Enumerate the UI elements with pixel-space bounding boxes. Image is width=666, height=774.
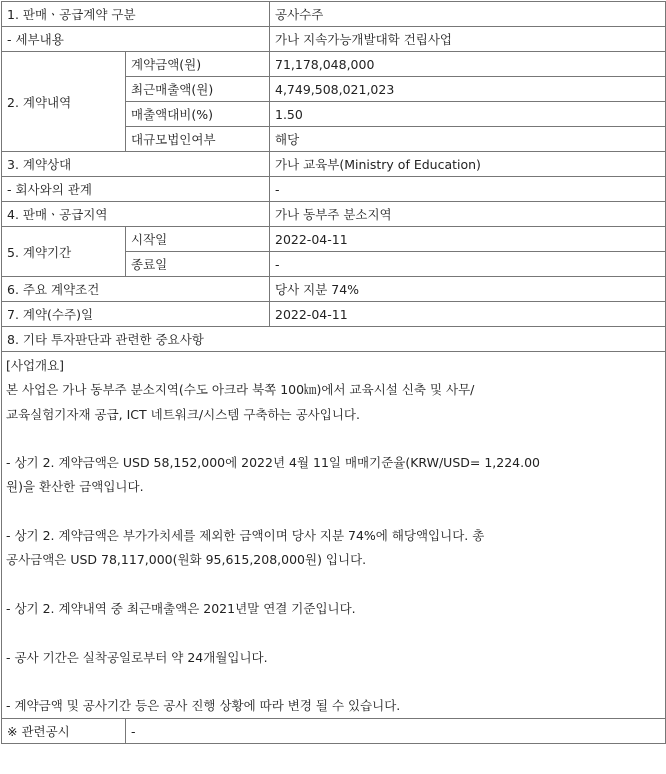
amount-label: 계약금액(원) bbox=[126, 52, 270, 77]
relation-value: - bbox=[270, 177, 666, 202]
ratio-value: 1.50 bbox=[270, 102, 666, 127]
row-conditions bbox=[2, 277, 666, 302]
period-label: 5. 계약기간 bbox=[2, 227, 126, 277]
contract-date-value: 2022-04-11 bbox=[270, 302, 666, 327]
row-counterparty bbox=[2, 152, 666, 177]
counterparty-label: 3. 계약상대 bbox=[2, 152, 270, 177]
row-contract-type bbox=[2, 2, 666, 27]
note-line bbox=[6, 670, 661, 694]
ratio-label: 매출액대비(%) bbox=[126, 102, 270, 127]
note-line: - 공사 기간은 실착공일로부터 약 24개월입니다. bbox=[6, 649, 268, 665]
row-notes bbox=[2, 352, 666, 719]
row-details bbox=[2, 27, 666, 52]
note-line bbox=[6, 500, 661, 524]
note-line: - 상기 2. 계약금액은 부가가치세를 제외한 금액이며 당사 지분 74%에 해당액입니다. 총 bbox=[6, 528, 485, 544]
note-line: - 계약금액 및 공사기간 등은 공사 진행 상황에 따라 변경 될 수 있습니다. bbox=[6, 698, 401, 714]
region-value: 가나 동부주 분소지역 bbox=[270, 202, 666, 227]
large-corp-value: 해당 bbox=[270, 127, 666, 152]
revenue-value: 4,749,508,021,023 bbox=[270, 77, 666, 102]
row-related bbox=[2, 719, 666, 744]
row-region bbox=[2, 202, 666, 227]
conditions-value: 당사 지분 74% bbox=[270, 277, 666, 302]
details-label: - 세부내용 bbox=[2, 27, 270, 52]
end-label: 종료일 bbox=[126, 252, 270, 277]
note-line: [사업개요] bbox=[6, 358, 65, 373]
note-line: - 상기 2. 계약내역 중 최근매출액은 2021년말 연결 기준입니다. bbox=[6, 600, 356, 616]
row-contract-amount bbox=[2, 52, 666, 77]
note-line: - 상기 2. 계약금액은 USD 58,152,000에 2022년 4월 11일 매매기준율(KRW/USD= 1,224.00 bbox=[6, 455, 540, 471]
row-period-start bbox=[2, 227, 666, 252]
row-contract-date bbox=[2, 302, 666, 327]
relation-label: - 회사와의 관계 bbox=[2, 177, 270, 202]
contract-type-label: 1. 판매ㆍ공급계약 구분 bbox=[2, 2, 270, 27]
note-line: 교육실험기자재 공급, ICT 네트워크/시스템 구축하는 공사입니다. bbox=[6, 406, 360, 422]
contract-type-value: 공사수주 bbox=[270, 2, 666, 27]
start-value: 2022-04-11 bbox=[270, 227, 666, 252]
end-value: - bbox=[270, 252, 666, 277]
details-value: 가나 지속가능개발대학 건립사업 bbox=[270, 27, 666, 52]
contract-disclosure-table bbox=[1, 1, 666, 744]
note-line bbox=[6, 621, 661, 645]
note-line: 원)을 환산한 금액입니다. bbox=[6, 479, 144, 495]
row-other-heading bbox=[2, 327, 666, 352]
contract-date-label: 7. 계약(수주)일 bbox=[2, 302, 270, 327]
related-label: ※ 관련공시 bbox=[2, 719, 126, 744]
note-line: 공사금액은 USD 78,117,000(원화 95,615,208,000원) 입니다. bbox=[6, 552, 367, 568]
conditions-label: 6. 주요 계약조건 bbox=[2, 277, 270, 302]
revenue-label: 최근매출액(원) bbox=[126, 77, 270, 102]
contract-label: 2. 계약내역 bbox=[2, 52, 126, 152]
note-line bbox=[6, 427, 661, 451]
related-value: - bbox=[126, 719, 666, 744]
large-corp-label: 대규모법인여부 bbox=[126, 127, 270, 152]
counterparty-value: 가나 교육부(Ministry of Education) bbox=[270, 152, 666, 177]
note-line bbox=[6, 573, 661, 597]
row-relation bbox=[2, 177, 666, 202]
amount-value: 71,178,048,000 bbox=[270, 52, 666, 77]
other-label: 8. 기타 투자판단과 관련한 중요사항 bbox=[2, 327, 666, 352]
region-label: 4. 판매ㆍ공급지역 bbox=[2, 202, 270, 227]
note-line: 본 사업은 가나 동부주 분소지역(수도 아크라 북쪽 100㎞)에서 교육시설 신축 및 사무/ bbox=[6, 382, 475, 398]
notes-cell bbox=[2, 352, 666, 719]
start-label: 시작일 bbox=[126, 227, 270, 252]
